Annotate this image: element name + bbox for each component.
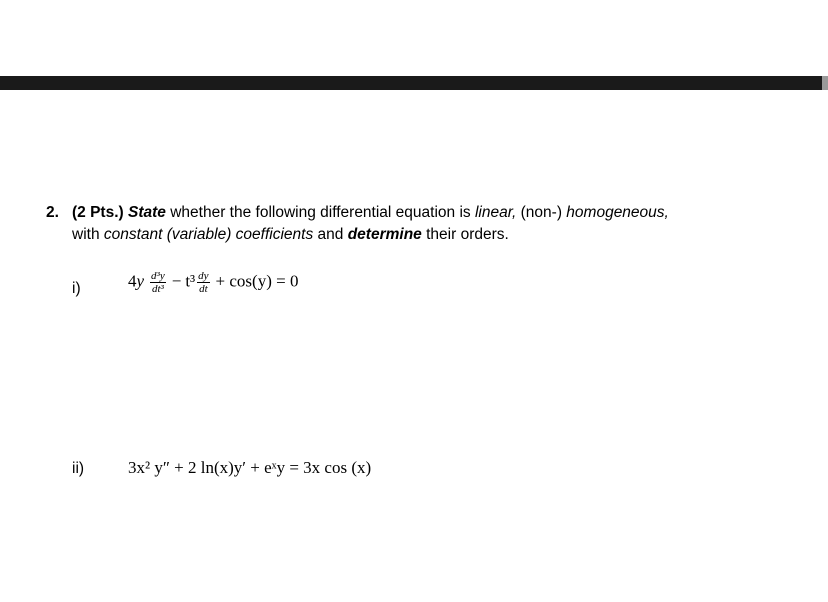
question-text-1: whether the following differential equation is	[165, 204, 475, 221]
question-2	[46, 202, 806, 246]
question-and: and	[313, 226, 348, 243]
term-homogeneous: homogeneous,	[566, 204, 669, 221]
question-with: with	[72, 226, 104, 243]
eq-i-t-cubed: t³	[185, 271, 196, 291]
question-number: 2.	[46, 204, 59, 221]
eq-i-fraction-1	[150, 270, 166, 295]
question-line-1	[46, 202, 806, 224]
question-tail: their orders.	[421, 226, 509, 243]
term-constant-coefficients: constant (variable) coefficients	[103, 226, 314, 243]
fraction-1-denominator: dt³	[151, 283, 164, 295]
question-points: (2 Pts.)	[72, 204, 124, 221]
fraction-2-numerator: dy	[198, 270, 209, 282]
part-ii-label: ii)	[72, 460, 85, 477]
part-i-label: i)	[72, 280, 81, 297]
eq-i-coef: 4	[128, 271, 137, 291]
equation-i	[128, 270, 298, 295]
fraction-1-numerator: d³y	[151, 270, 165, 282]
eq-i-minus: −	[171, 271, 182, 291]
eq-i-var: y	[136, 271, 145, 291]
fraction-2-denominator: dt	[199, 283, 208, 295]
equation-ii: 3x² y″ + 2 ln(x)y′ + eˣy = 3x cos (x)	[128, 458, 372, 477]
term-linear: linear,	[474, 204, 517, 221]
question-text-2: (non-)	[516, 204, 567, 221]
verb-state: State	[128, 204, 166, 221]
top-bar-edge	[822, 76, 828, 90]
question-line-2	[46, 224, 806, 246]
top-dark-bar	[0, 76, 828, 90]
eq-i-rest: + cos(y) = 0	[215, 271, 299, 291]
verb-determine: determine	[347, 226, 422, 243]
eq-i-fraction-2	[197, 270, 209, 295]
